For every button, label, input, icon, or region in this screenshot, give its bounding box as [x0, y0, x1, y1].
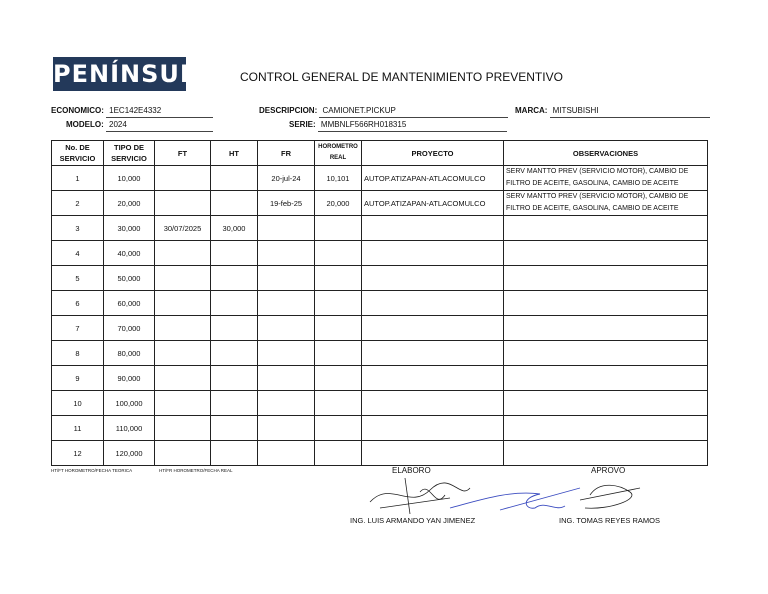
cell-horometro	[315, 366, 362, 391]
cell-ft: 30/07/2025	[155, 216, 211, 241]
cell-observaciones: SERV MANTTO PREV (SERVICIO MOTOR), CAMBIO DE FILTRO DE ACEITE, GASOLINA, CAMBIO DE ACEITE	[504, 191, 708, 216]
note-ht-ft: HT/FT HOROMETRO/FECHA TEORICA	[51, 468, 133, 473]
cell-no: 10	[52, 391, 104, 416]
cell-ft	[155, 166, 211, 191]
cell-tipo: 10,000	[104, 166, 155, 191]
cell-proyecto	[362, 266, 504, 291]
cell-fr: 20-jul-24	[258, 166, 315, 191]
col-header-ht: HT	[211, 141, 258, 166]
cell-fr	[258, 341, 315, 366]
descripcion-field	[259, 106, 508, 118]
cell-ft	[155, 266, 211, 291]
cell-ht: 30,000	[211, 216, 258, 241]
cell-ht	[211, 316, 258, 341]
cell-proyecto	[362, 291, 504, 316]
cell-fr	[258, 441, 315, 466]
cell-proyecto	[362, 216, 504, 241]
cell-proyecto	[362, 241, 504, 266]
col-header-tipo-servicio: TIPO DE SERVICIO	[104, 141, 155, 166]
cell-no: 5	[52, 266, 104, 291]
economico-value: 1EC142E4332	[106, 106, 213, 118]
cell-proyecto	[362, 366, 504, 391]
cell-observaciones	[504, 391, 708, 416]
marca-label: MARCA:	[515, 106, 548, 115]
col-header-no-servicio: No. DE SERVICIO	[52, 141, 104, 166]
cell-fr	[258, 366, 315, 391]
cell-no: 6	[52, 291, 104, 316]
modelo-value: 2024	[106, 120, 213, 132]
cell-horometro	[315, 441, 362, 466]
cell-no: 11	[52, 416, 104, 441]
cell-fr	[258, 416, 315, 441]
company-logo: PENÍNSULA	[53, 57, 186, 91]
cell-tipo: 50,000	[104, 266, 155, 291]
cell-observaciones	[504, 316, 708, 341]
cell-observaciones	[504, 241, 708, 266]
modelo-label: MODELO:	[66, 120, 104, 129]
cell-observaciones	[504, 366, 708, 391]
cell-ft	[155, 291, 211, 316]
cell-proyecto	[362, 416, 504, 441]
cell-tipo: 120,000	[104, 441, 155, 466]
cell-ht	[211, 291, 258, 316]
cell-observaciones	[504, 441, 708, 466]
cell-ft	[155, 191, 211, 216]
col-header-horometro: HOROMETRO REAL	[315, 141, 362, 166]
cell-observaciones	[504, 216, 708, 241]
table-header-row	[52, 141, 708, 166]
cell-proyecto: AUTOP.ATIZAPAN-ATLACOMULCO	[362, 191, 504, 216]
cell-tipo: 100,000	[104, 391, 155, 416]
cell-observaciones	[504, 266, 708, 291]
cell-fr	[258, 216, 315, 241]
cell-no: 7	[52, 316, 104, 341]
cell-observaciones	[504, 291, 708, 316]
cell-ft	[155, 366, 211, 391]
table-row	[52, 341, 708, 366]
cell-observaciones	[504, 416, 708, 441]
table-row	[52, 216, 708, 241]
elaboro-label: ELABORO	[392, 466, 431, 475]
document-title: CONTROL GENERAL DE MANTENIMIENTO PREVENTIVO	[240, 70, 563, 84]
cell-horometro	[315, 316, 362, 341]
table-row	[52, 266, 708, 291]
cell-no: 4	[52, 241, 104, 266]
cell-tipo: 20,000	[104, 191, 155, 216]
cell-fr	[258, 316, 315, 341]
cell-ft	[155, 441, 211, 466]
cell-observaciones: SERV MANTTO PREV (SERVICIO MOTOR), CAMBIO DE FILTRO DE ACEITE, GASOLINA, CAMBIO DE ACEITE	[504, 166, 708, 191]
cell-no: 8	[52, 341, 104, 366]
cell-tipo: 80,000	[104, 341, 155, 366]
col-header-proyecto: PROYECTO	[362, 141, 504, 166]
cell-no: 9	[52, 366, 104, 391]
cell-proyecto	[362, 316, 504, 341]
cell-proyecto	[362, 391, 504, 416]
cell-ft	[155, 316, 211, 341]
cell-ht	[211, 341, 258, 366]
cell-no: 12	[52, 441, 104, 466]
cell-fr	[258, 266, 315, 291]
cell-tipo: 90,000	[104, 366, 155, 391]
cell-ht	[211, 241, 258, 266]
cell-horometro	[315, 291, 362, 316]
cell-no: 1	[52, 166, 104, 191]
cell-proyecto	[362, 441, 504, 466]
cell-horometro	[315, 416, 362, 441]
cell-tipo: 70,000	[104, 316, 155, 341]
cell-ft	[155, 391, 211, 416]
cell-ht	[211, 366, 258, 391]
elaboro-name: ING. LUIS ARMANDO YAN JIMENEZ	[350, 516, 476, 525]
cell-fr: 19-feb-25	[258, 191, 315, 216]
cell-horometro	[315, 241, 362, 266]
cell-horometro	[315, 341, 362, 366]
table-row	[52, 391, 708, 416]
col-header-ft: FT	[155, 141, 211, 166]
table-row	[52, 366, 708, 391]
table-row	[52, 241, 708, 266]
table-row	[52, 191, 708, 216]
serie-value: MMBNLF566RH018315	[318, 120, 507, 132]
economico-label: ECONOMICO:	[51, 106, 104, 115]
table-row	[52, 166, 708, 191]
cell-observaciones	[504, 341, 708, 366]
cell-horometro	[315, 266, 362, 291]
cell-no: 3	[52, 216, 104, 241]
marca-field	[515, 106, 710, 118]
cell-horometro: 10,101	[315, 166, 362, 191]
cell-proyecto	[362, 341, 504, 366]
cell-tipo: 60,000	[104, 291, 155, 316]
serie-field	[289, 120, 507, 132]
cell-tipo: 30,000	[104, 216, 155, 241]
signatures-image	[350, 470, 650, 520]
table-row	[52, 441, 708, 466]
cell-ft	[155, 341, 211, 366]
cell-ht	[211, 166, 258, 191]
cell-tipo: 40,000	[104, 241, 155, 266]
economico-field	[51, 106, 213, 118]
cell-ht	[211, 191, 258, 216]
cell-ht	[211, 416, 258, 441]
note-ht-fr: HT/FR HOROMETRO/FECHA REAL	[159, 468, 233, 473]
cell-tipo: 110,000	[104, 416, 155, 441]
cell-proyecto: AUTOP.ATIZAPAN-ATLACOMULCO	[362, 166, 504, 191]
modelo-field	[66, 120, 213, 132]
cell-ht	[211, 441, 258, 466]
cell-fr	[258, 241, 315, 266]
cell-horometro	[315, 216, 362, 241]
cell-ft	[155, 416, 211, 441]
cell-horometro: 20,000	[315, 191, 362, 216]
cell-fr	[258, 291, 315, 316]
descripcion-label: DESCRIPCION:	[259, 106, 318, 115]
marca-value: MITSUBISHI	[550, 106, 710, 118]
cell-fr	[258, 391, 315, 416]
table-row	[52, 291, 708, 316]
cell-ht	[211, 391, 258, 416]
cell-no: 2	[52, 191, 104, 216]
col-header-observaciones: OBSERVACIONES	[504, 141, 708, 166]
maintenance-table	[51, 140, 708, 466]
cell-ht	[211, 266, 258, 291]
aprovo-name: ING. TOMAS REYES RAMOS	[559, 516, 660, 525]
table-row	[52, 316, 708, 341]
cell-ft	[155, 241, 211, 266]
aprovo-label: APROVO	[591, 466, 626, 475]
descripcion-value: CAMIONET.PICKUP	[319, 106, 508, 118]
col-header-fr: FR	[258, 141, 315, 166]
serie-label: SERIE:	[289, 120, 316, 129]
cell-horometro	[315, 391, 362, 416]
table-row	[52, 416, 708, 441]
